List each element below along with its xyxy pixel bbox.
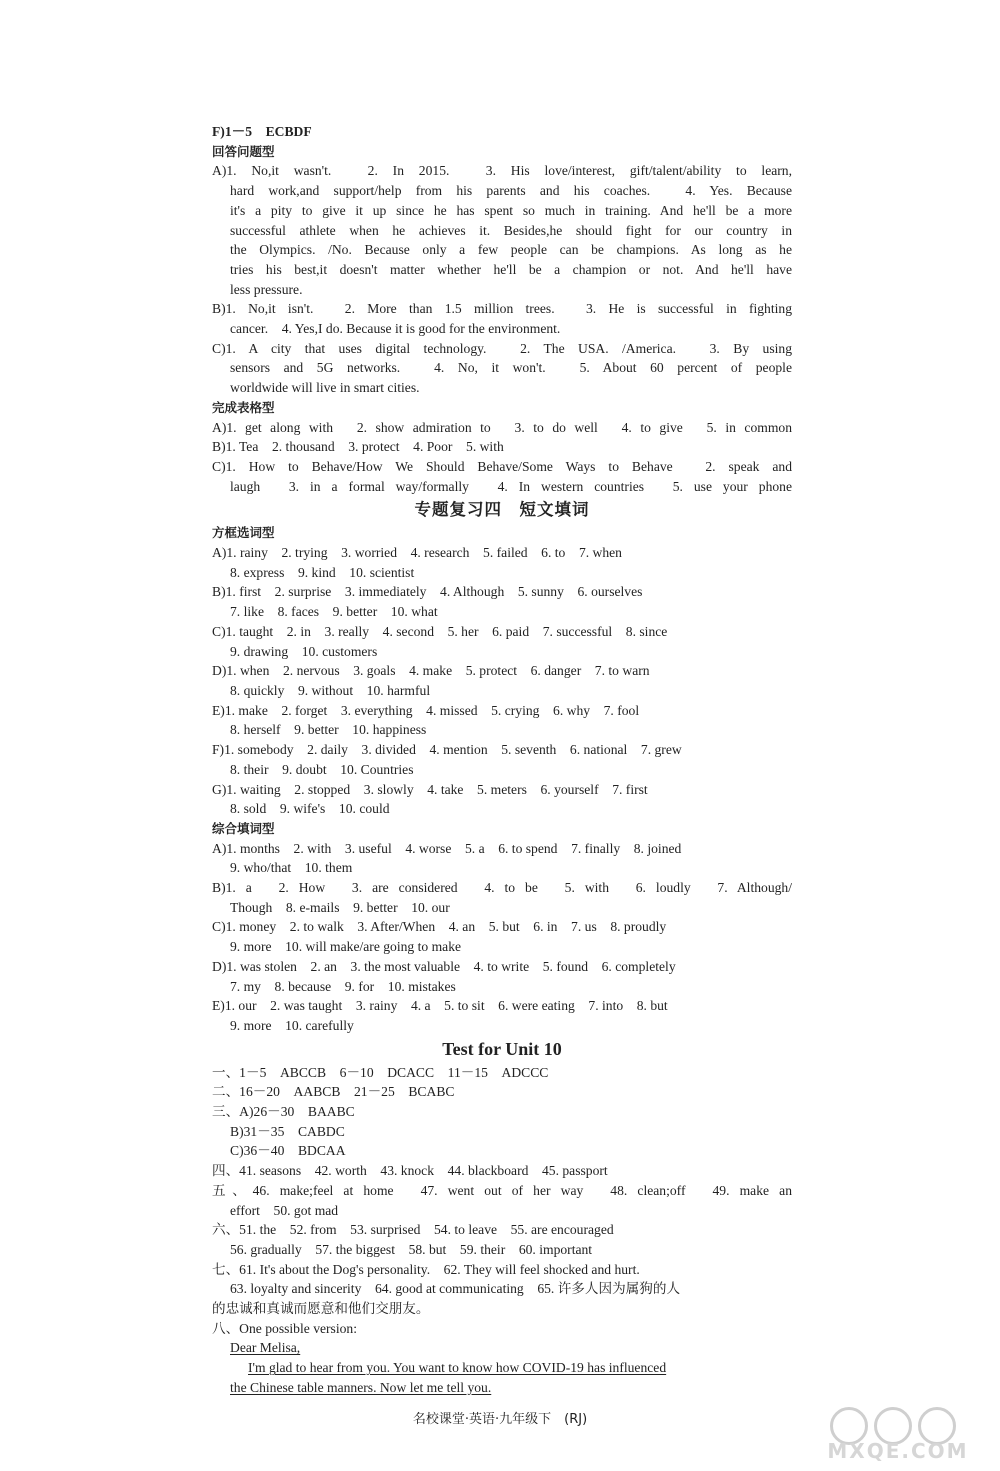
subsection-heading: 回答问题型 <box>212 143 275 159</box>
answer-line: 8. sold 9. wife's 10. could <box>230 801 390 817</box>
test-title: Test for Unit 10 <box>442 1038 562 1059</box>
answer-line: 9. more 10. will make/are going to make <box>230 939 462 955</box>
answer-line: B)1. No,it isn't. 2. More than 1.5 million trees. 3. He is successful in fighting <box>212 301 792 317</box>
answer-line: tries his best,it doesn't matter whether he'll be a champion or not. And he'll have <box>230 261 792 277</box>
answer-line: it's a pity to give it up since he has spent so much in training. And he'll be a more <box>230 202 792 218</box>
answer-line: B)1. Tea 2. thousand 3. protect 4. Poor 5. with <box>212 439 504 455</box>
answer-line: 六、51. the 52. from 53. surprised 54. to leave 55. are encouraged <box>212 1222 614 1238</box>
answer-line: 八、One possible version: <box>212 1320 357 1336</box>
answer-line: B)1. a 2. How 3. are considered 4. to be 5. with 6. loudly 7. Although/ <box>212 880 792 896</box>
answer-line: less pressure. <box>230 281 303 297</box>
letter-body-line: I'm glad to hear from you. You want to know how COVID-19 has influenced <box>248 1360 667 1376</box>
answer-line: A)1. No,it wasn't. 2. In 2015. 3. His love/interest, gift/talent/ability to learn, <box>212 163 792 179</box>
answer-line: 一、1－5 ABCCB 6－10 DCACC 11－15 ADCCC <box>212 1064 549 1080</box>
answer-line: F)1－5 ECBDF <box>212 124 312 139</box>
watermark-text: MXQE.COM <box>827 1439 969 1463</box>
answer-line: 8. quickly 9. without 10. harmful <box>230 682 431 698</box>
answer-line: Though 8. e-mails 9. better 10. our <box>230 899 450 915</box>
answer-line: F)1. somebody 2. daily 3. divided 4. mention 5. seventh 6. national 7. grew <box>212 742 682 758</box>
answer-line: 二、16－20 AABCB 21－25 BCABC <box>212 1084 455 1100</box>
answer-line: laugh 3. in a formal way/formally 4. In western countries 5. use your phone <box>230 478 792 494</box>
answer-line: worldwide will live in smart cities. <box>230 380 420 396</box>
letter-body-line: the Chinese table manners. Now let me tell you. <box>230 1379 492 1395</box>
answer-line: successful athlete when he achieves it. Besides,he should fight for our country in <box>230 222 792 238</box>
answer-line: A)1. rainy 2. trying 3. worried 4. research 5. failed 6. to 7. when <box>212 545 622 561</box>
answer-line: B)31－35 CABDC <box>230 1123 345 1139</box>
subsection-heading: 综合填词型 <box>212 820 275 836</box>
answer-line: C)36－40 BDCAA <box>230 1143 346 1159</box>
letter-salutation: Dear Melisa, <box>230 1340 301 1356</box>
answer-line: 7. my 8. because 9. for 10. mistakes <box>230 978 456 994</box>
answer-line: A)1. get along with 2. show admiration to 3. to do well 4. to give 5. in common <box>212 419 792 435</box>
subsection-heading: 方框选词型 <box>212 525 275 541</box>
answer-line: C)1. A city that uses digital technology. 2. The USA. /America. 3. By using <box>212 340 792 356</box>
answer-line: effort 50. got mad <box>230 1202 339 1218</box>
answer-line: 五、46. make;feel at home 47. went out of her way 48. clean;off 49. make an <box>212 1182 792 1198</box>
answer-line: 七、61. It's about the Dog's personality. 62. They will feel shocked and hurt. <box>212 1261 640 1277</box>
watermark-logo <box>808 1405 988 1465</box>
answer-line: C)1. taught 2. in 3. really 4. second 5. her 6. paid 7. successful 8. since <box>212 623 668 639</box>
answer-line: C)1. money 2. to walk 3. After/When 4. an 5. but 6. in 7. us 8. proudly <box>212 919 667 935</box>
answer-line: sensors and 5G networks. 4. No, it won't. 5. About 60 percent of people <box>230 360 792 376</box>
answer-line: cancer. 4. Yes,I do. Because it is good for the environment. <box>230 321 561 337</box>
answer-line: 的忠诚和真诚而愿意和他们交朋友。 <box>212 1301 430 1317</box>
section-title: 专题复习四 短文填词 <box>414 500 590 520</box>
answer-line: 8. herself 9. better 10. happiness <box>230 722 427 738</box>
answer-line: G)1. waiting 2. stopped 3. slowly 4. take 5. meters 6. yourself 7. first <box>212 781 648 797</box>
answer-line: 9. drawing 10. customers <box>230 643 378 659</box>
answer-line: E)1. our 2. was taught 3. rainy 4. a 5. to sit 6. were eating 7. into 8. but <box>212 998 668 1014</box>
answer-line: 8. their 9. doubt 10. Countries <box>230 761 414 777</box>
answer-line: 四、41. seasons 42. worth 43. knock 44. blackboard 45. passport <box>212 1163 608 1179</box>
page-footer: 名校课堂·英语·九年级下 (RJ) <box>412 1412 588 1427</box>
answer-line: the Olympics. /No. Because only a few people can be champions. As long as he <box>230 242 792 258</box>
answer-line: 9. more 10. carefully <box>230 1017 354 1033</box>
answer-line: 56. gradually 57. the biggest 58. but 59. their 60. important <box>230 1241 593 1257</box>
answer-page <box>212 122 792 1398</box>
answer-line: A)1. months 2. with 3. useful 4. worse 5. a 6. to spend 7. finally 8. joined <box>212 840 682 856</box>
answer-line: 9. who/that 10. them <box>230 860 353 876</box>
answer-line: C)1. How to Behave/How We Should Behave/Some Ways to Behave 2. speak and <box>212 458 792 474</box>
answer-line: B)1. first 2. surprise 3. immediately 4. Although 5. sunny 6. ourselves <box>212 584 643 600</box>
subsection-heading: 完成表格型 <box>212 399 275 415</box>
answer-line: D)1. was stolen 2. an 3. the most valuable 4. to write 5. found 6. completely <box>212 958 676 974</box>
answer-line: 63. loyalty and sincerity 64. good at communicating 65. 许多人因为属狗的人 <box>230 1281 681 1297</box>
answer-line: 三、A)26－30 BAABC <box>212 1104 355 1120</box>
answer-line: D)1. when 2. nervous 3. goals 4. make 5. protect 6. danger 7. to warn <box>212 663 650 679</box>
answer-line: E)1. make 2. forget 3. everything 4. missed 5. crying 6. why 7. fool <box>212 702 640 718</box>
answer-line: hard work,and support/help from his parents and his coaches. 4. Yes. Because <box>230 183 792 199</box>
answer-line: 7. like 8. faces 9. better 10. what <box>230 604 438 620</box>
answer-line: 8. express 9. kind 10. scientist <box>230 564 415 580</box>
